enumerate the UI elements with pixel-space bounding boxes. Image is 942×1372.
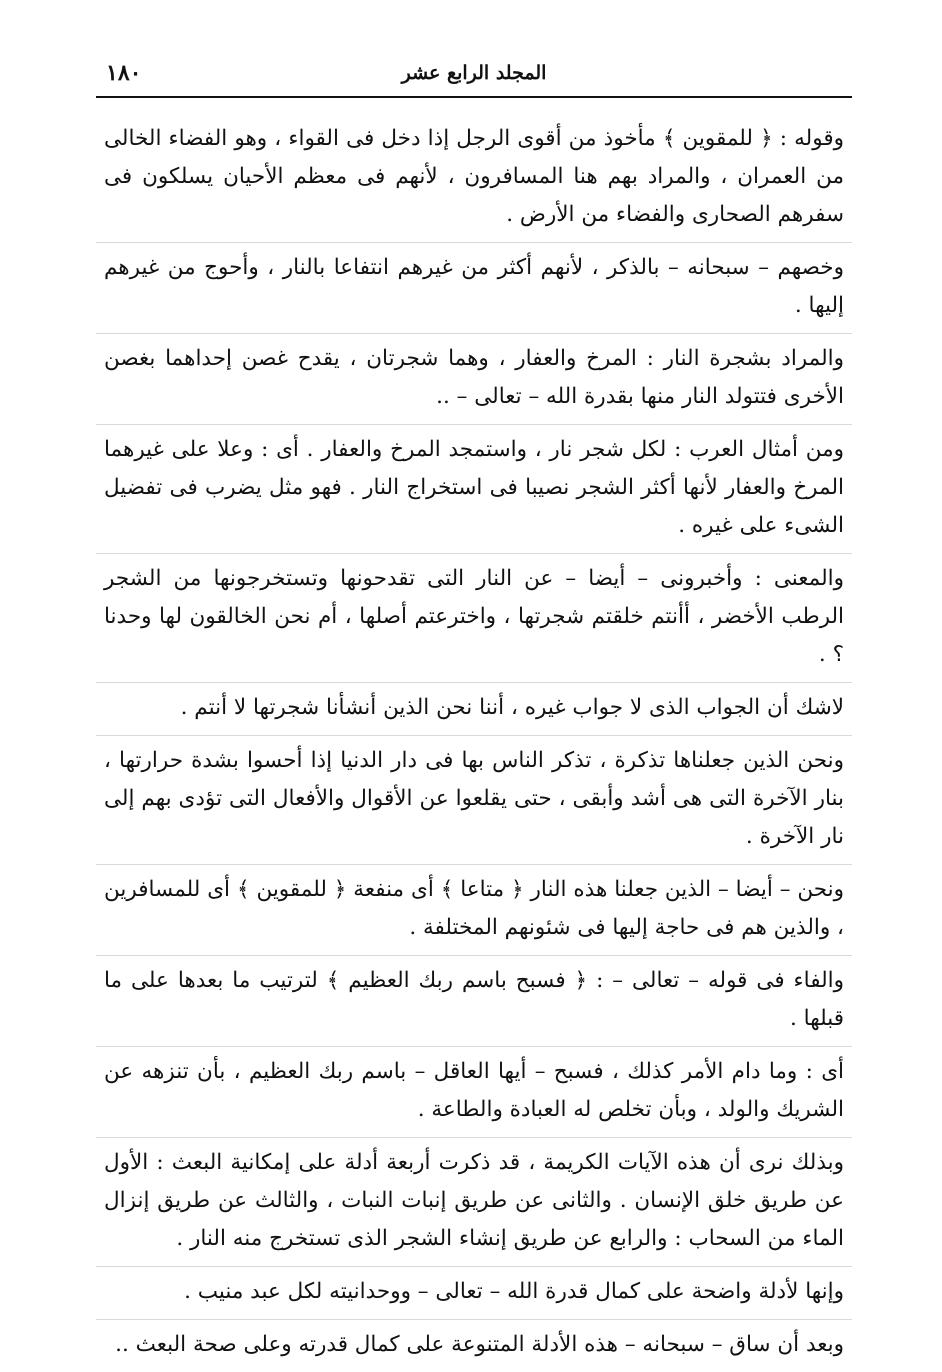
- paragraph: لاشك أن الجواب الذى لا جواب غيره ، أننا نحن الذين أنشأنا شجرتها لا أنتم .: [96, 689, 852, 736]
- page-header: [96, 56, 852, 98]
- paragraph: وخصهم – سبحانه – بالذكر ، لأنهم أكثر من غيرهم انتفاعا بالنار ، وأحوج من غيرهم إليها .: [96, 249, 852, 334]
- paragraph: ومن أمثال العرب : لكل شجر نار ، واستمجد المرخ والعفار . أى : وعلا على غيرهما المرخ والعفار لأنها أكثر الشجر نصيبا فى استخراج النار . فهو مثل يضرب فى تفضيل الشىء على غيره .: [96, 431, 852, 554]
- paragraph: وقوله : ﴿ للمقوين ﴾ مأخوذ من أقوى الرجل إذا دخل فى القواء ، وهو الفضاء الخالى من العمران ، والمراد بهم هنا المسافرون ، لأنهم فى معظم الأحيان يسلكون فى سفرهم الصحارى والفضاء من الأرض .: [96, 120, 852, 243]
- paragraph: والفاء فى قوله – تعالى – : ﴿ فسبح باسم ربك العظيم ﴾ لترتيب ما بعدها على ما قبلها .: [96, 962, 852, 1047]
- running-title: المجلد الرابع عشر: [401, 62, 547, 84]
- paragraph: والمراد بشجرة النار : المرخ والعفار ، وهما شجرتان ، يقدح غصن إحداهما بغصن الأخرى فتتولد النار منها بقدرة الله – تعالى – ..: [96, 340, 852, 425]
- paragraph: وإنها لأدلة واضحة على كمال قدرة الله – تعالى – ووحدانيته لكل عبد منيب .: [96, 1273, 852, 1320]
- paragraph: ونحن الذين جعلناها تذكرة ، تذكر الناس بها فى دار الدنيا إذا أحسوا بشدة حرارتها ، بنار الآخرة التى هى أشد وأبقى ، حتى يقلعوا عن الأقوال والأفعال التى تؤدى بهم إلى نار الآخرة .: [96, 742, 852, 865]
- paragraph: وبذلك نرى أن هذه الآيات الكريمة ، قد ذكرت أربعة أدلة على إمكانية البعث : الأول عن طريق خلق الإنسان . والثانى عن طريق إنبات النبات ، والثالث عن طريق إنزال الماء من السحاب : والرابع عن طريق إنشاء الشجر الذى تستخرج منه النار .: [96, 1144, 852, 1267]
- paragraph: ونحن – أيضا – الذين جعلنا هذه النار ﴿ متاعا ﴾ أى منفعة ﴿ للمقوين ﴾ أى للمسافرين ، والذين هم فى حاجة إليها فى شئونهم المختلفة .: [96, 871, 852, 956]
- body-text: [96, 120, 852, 1372]
- paragraph: أى : وما دام الأمر كذلك ، فسبح – أيها العاقل – باسم ربك العظيم ، بأن تنزهه عن الشريك والولد ، وبأن تخلص له العبادة والطاعة .: [96, 1053, 852, 1138]
- paragraph: والمعنى : وأخبرونى – أيضا – عن النار التى تقدحونها وتستخرجونها من الشجر الرطب الأخضر ، أأنتم خلقتم شجرتها ، واخترعتم أصلها ، أم نحن الخالقون لها وحدنا ؟ .: [96, 560, 852, 683]
- book-page: [96, 56, 852, 1357]
- page-number: ١٨٠: [106, 60, 142, 86]
- paragraph: وبعد أن ساق – سبحانه – هذه الأدلة المتنوعة على كمال قدرته وعلى صحة البعث ..: [115, 1332, 844, 1357]
